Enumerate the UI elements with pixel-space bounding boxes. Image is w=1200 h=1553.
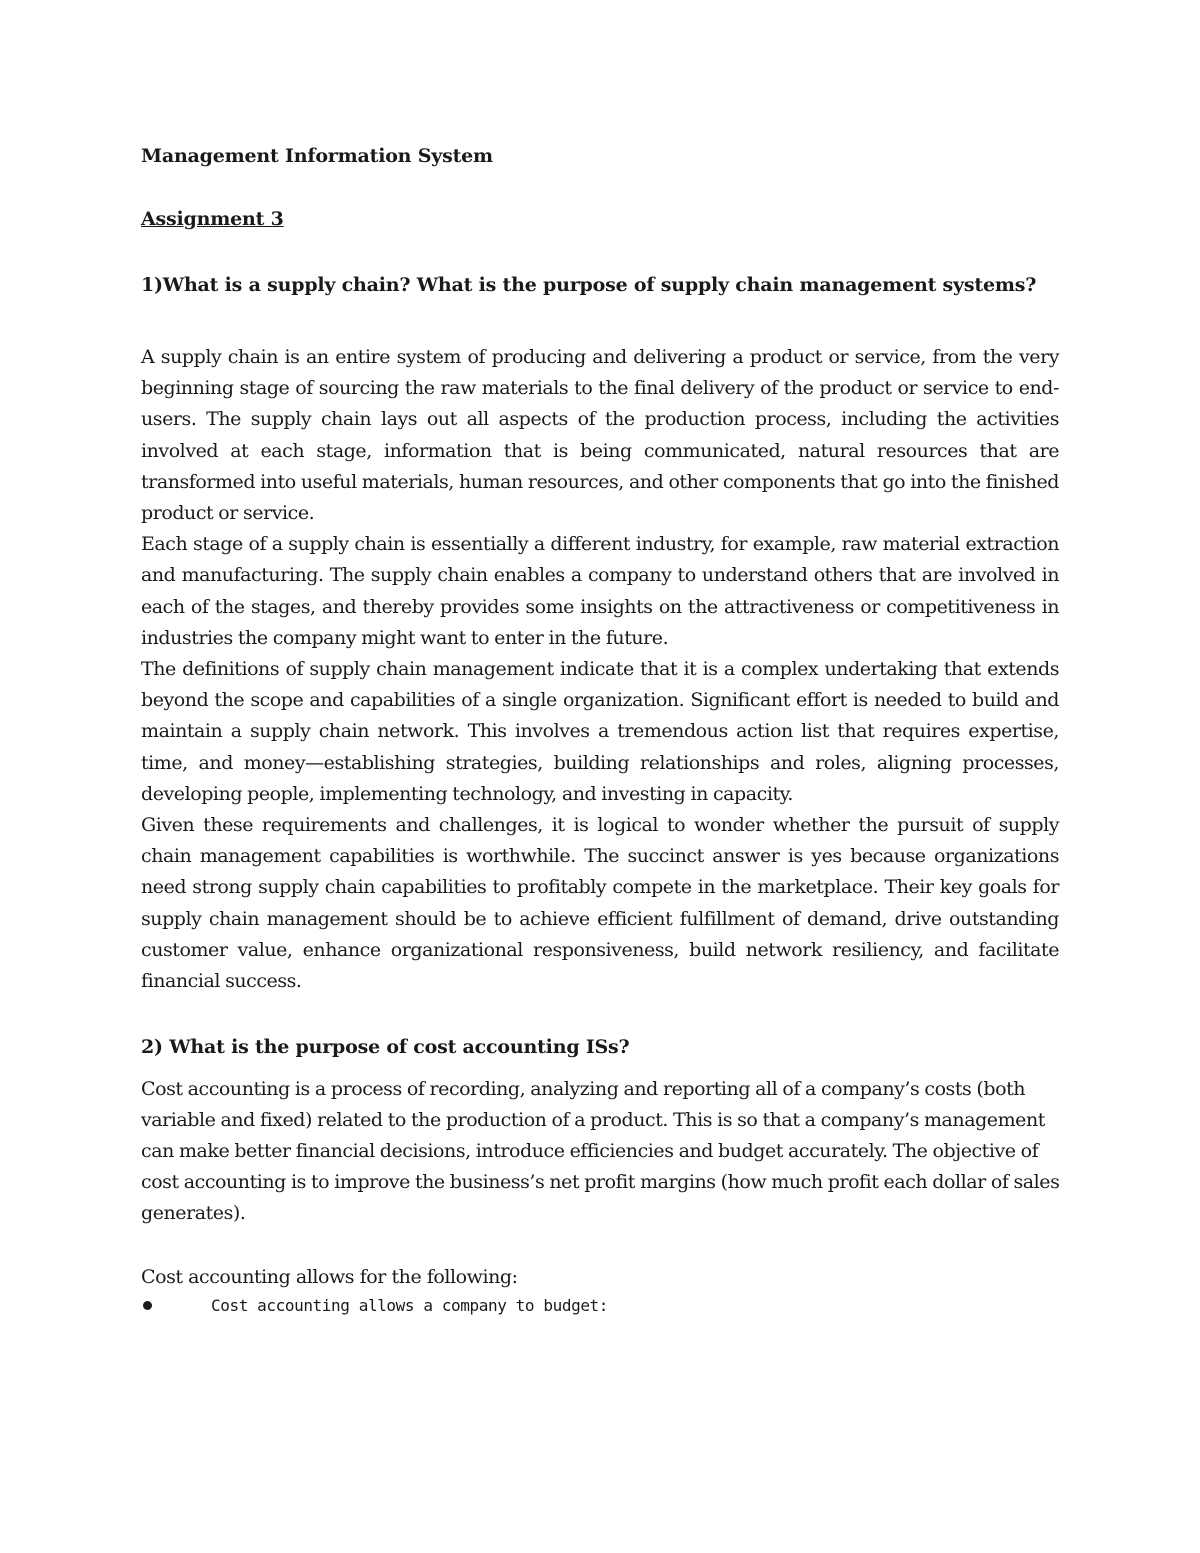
document-title: Management Information System: [141, 145, 493, 167]
bullet-icon: [143, 1301, 152, 1310]
list-item-text: Cost accounting allows a company to budget:: [211, 1296, 609, 1315]
assignment-heading: Assignment 3: [141, 208, 284, 230]
list-item: [141, 1294, 841, 1320]
list-intro: Cost accounting allows for the following:: [141, 1266, 518, 1288]
question-2-answer: Cost accounting is a process of recording, analyzing and reporting all of a company’s costs (both variable and fixed) related to the production of a product. This is so that a company’s management can make better financial decisions, introduce efficiencies and budget accurately. The objective of cost accounting is to improve the business’s net profit margins (how much profit each dollar of sales generates).: [141, 1078, 1060, 1224]
question-1-answer: [141, 342, 1059, 997]
answer-paragraph: Each stage of a supply chain is essentially a different industry, for example, raw material extraction and manufacturing. The supply chain enables a company to understand others that are involved in each of the stages, and thereby provides some insights on the attractiveness or competitiveness in industries the company might want to enter in the future.: [141, 533, 1059, 649]
question-2-heading: 2) What is the purpose of cost accounting ISs?: [141, 1036, 630, 1058]
answer-paragraph: The definitions of supply chain management indicate that it is a complex undertaking that extends beyond the scope and capabilities of a single organization. Significant effort is needed to build and maintain a supply chain network. This involves a tremendous action list that requires expertise, time, and money—establishing strategies, building relationships and roles, aligning processes, developing people, implementing technology, and investing in capacity.: [141, 658, 1059, 805]
answer-paragraph: A supply chain is an entire system of producing and delivering a product or service, from the very beginning stage of sourcing the raw materials to the final delivery of the product or service to end-users. The supply chain lays out all aspects of the production process, including the activities involved at each stage, information that is being communicated, natural resources that are transformed into useful materials, human resources, and other components that go into the finished product or service.: [141, 346, 1059, 525]
question-1-heading: 1)What is a supply chain? What is the purpose of supply chain management systems?: [141, 274, 1037, 296]
answer-paragraph: Given these requirements and challenges, it is logical to wonder whether the pursuit of supply chain management capabilities is worthwhile. The succinct answer is yes because organizations need strong supply chain capabilities to profitably compete in the marketplace. Their key goals for supply chain management should be to achieve efficient fulfillment of demand, drive outstanding customer value, enhance organizational responsiveness, build network resiliency, and facilitate financial success.: [141, 814, 1059, 993]
